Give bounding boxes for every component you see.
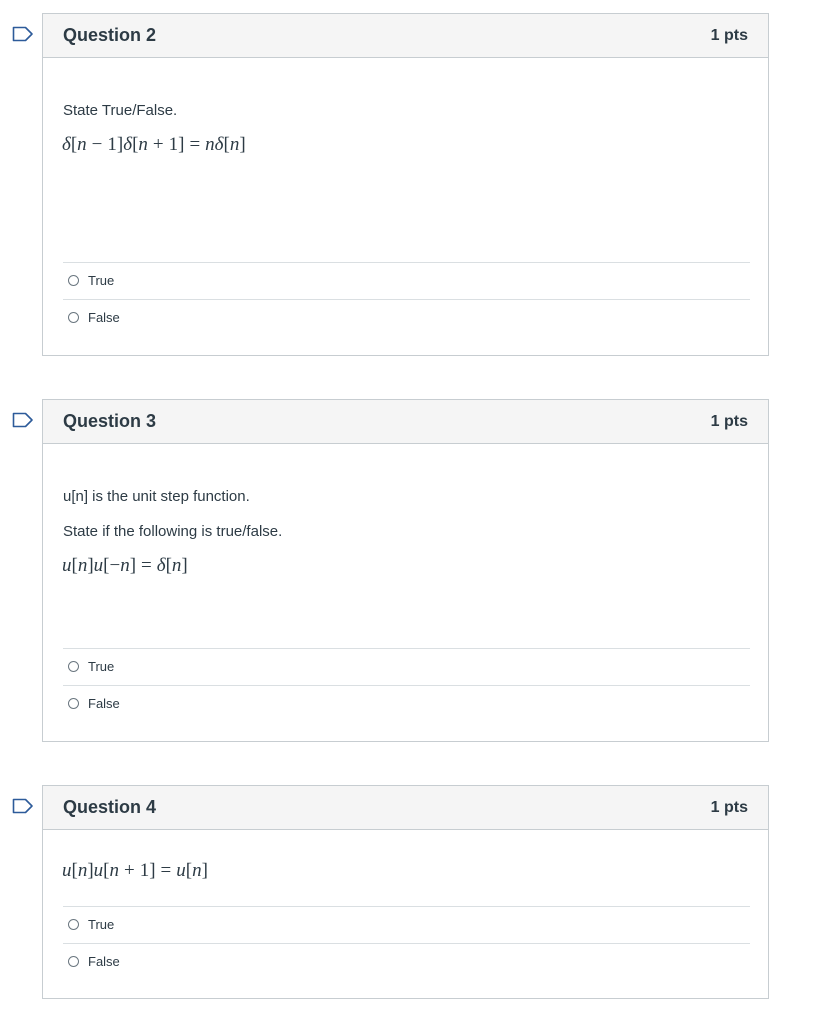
question-points: 1 pts	[710, 27, 748, 44]
question-text: State True/False.	[63, 102, 178, 119]
answer-list	[63, 262, 750, 336]
answer-option-true[interactable]	[63, 907, 750, 944]
question-points: 1 pts	[710, 413, 748, 430]
answer-option-false[interactable]	[63, 300, 750, 336]
question-2	[42, 13, 769, 356]
radio-button[interactable]	[68, 919, 79, 930]
answer-label: False	[88, 954, 120, 969]
answer-option-false[interactable]	[63, 686, 750, 722]
answer-label: True	[88, 659, 115, 674]
flag-question-icon[interactable]	[12, 798, 34, 814]
radio-button[interactable]	[68, 275, 79, 286]
radio-button[interactable]	[68, 698, 79, 709]
question-text: State if the following is true/false.	[63, 523, 283, 540]
answer-option-false[interactable]	[63, 944, 750, 980]
question-header	[43, 786, 768, 830]
radio-button[interactable]	[68, 956, 79, 967]
question-header	[43, 14, 768, 58]
radio-button[interactable]	[68, 312, 79, 323]
answer-label: True	[88, 273, 115, 288]
flag-question-icon[interactable]	[12, 26, 34, 42]
answer-list	[63, 648, 750, 722]
radio-button[interactable]	[68, 661, 79, 672]
question-title: Question 3	[63, 411, 157, 431]
answer-list	[63, 906, 750, 980]
question-4	[42, 785, 769, 999]
math-equation: δ[n − 1]δ[n + 1] = nδ[n]	[62, 134, 246, 155]
question-title: Question 2	[63, 25, 157, 45]
question-header	[43, 400, 768, 444]
answer-option-true[interactable]	[63, 263, 750, 300]
math-equation: u[n]u[n + 1] = u[n]	[62, 860, 208, 881]
question-3	[42, 399, 769, 742]
answer-label: False	[88, 310, 120, 325]
question-points: 1 pts	[710, 799, 748, 816]
question-title: Question 4	[63, 797, 157, 817]
question-text: u[n] is the unit step function.	[63, 488, 250, 505]
math-equation: u[n]u[−n] = δ[n]	[62, 555, 188, 576]
flag-question-icon[interactable]	[12, 412, 34, 428]
answer-option-true[interactable]	[63, 649, 750, 686]
answer-label: True	[88, 917, 115, 932]
answer-label: False	[88, 696, 120, 711]
